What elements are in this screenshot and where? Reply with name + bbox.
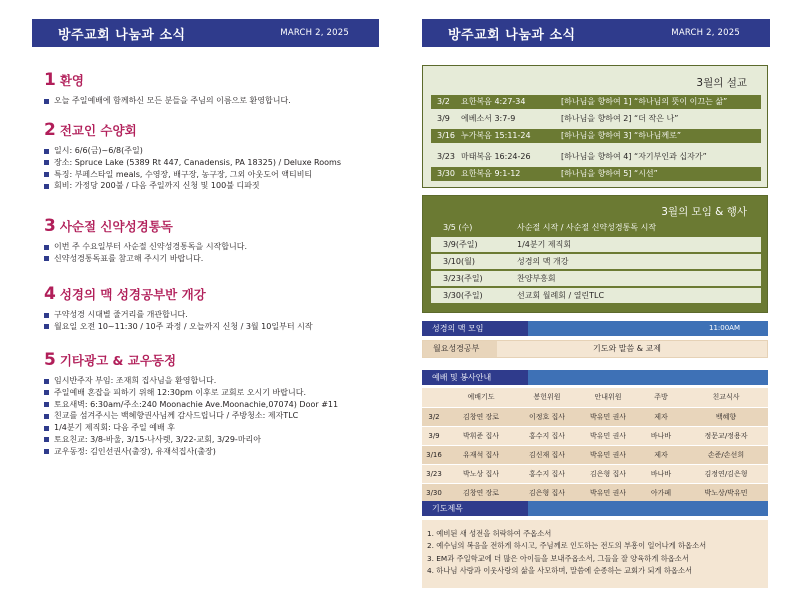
- list-item: 오늘 주일예배에 함께하신 모든 분들을 주님의 이름으로 환영합니다.: [44, 95, 384, 107]
- event-row: 3/10(월) 성경의 맥 개강: [431, 254, 761, 269]
- list-item: 1/4분기 제직회: 다음 주일 예배 후: [44, 422, 384, 434]
- bible-study-time: 11:00AM: [528, 321, 768, 336]
- list-item: 일시: 6/6(금)~6/8(주일): [44, 145, 384, 157]
- bible-study-header: [422, 321, 768, 336]
- section-retreat: [44, 120, 384, 192]
- bible-study-row: [422, 340, 768, 358]
- section-welcome: [44, 70, 384, 107]
- column-header: 주방: [638, 388, 684, 407]
- prayer-heading: 기도제목: [422, 501, 528, 516]
- list-item: 회비: 가정당 200불 / 다음 주일까지 신청 및 100불 디파짓: [44, 180, 384, 192]
- list-item: 주일예배 혼잡을 피하기 위해 12:30pm 이후로 교회로 오시기 바랍니다.: [44, 387, 384, 399]
- section-lent-reading: [44, 216, 384, 265]
- column-header: 봉헌위원: [516, 388, 578, 407]
- list-item: 친교를 섬겨주시는 백혜향권사님께 감사드립니다 / 주방청소: 제자TLC: [44, 410, 384, 422]
- event-row: 3/30(주일) 선교회 월례회 / 열린TLC: [431, 288, 761, 303]
- list-item: 토요새벽: 6:30am/주소:240 Moonachie Ave.Moonachie,07074) Door #11: [44, 399, 384, 411]
- table-header-row: [422, 388, 768, 407]
- bible-study-heading: 성경의 맥 모임: [422, 321, 528, 336]
- section-heading: 4 성경의 맥 성경공부반 개강: [44, 284, 206, 304]
- prayer-item: 4. 하나님 사랑과 이웃사랑의 삶을 사모하며, 말씀에 순종하는 교회가 되게 하옵소서: [427, 565, 693, 575]
- section-heading: 2 전교인 수양회: [44, 120, 137, 140]
- table-row: 3/2 김창연 장로 이정호 집사 박유민 권사 제자 백혜향: [422, 407, 768, 426]
- page-title: 방주교회 나눔과 소식: [58, 27, 186, 43]
- column-header: 친교식사: [684, 388, 768, 407]
- event-row: 3/9(주일) 1/4분기 제직회: [431, 237, 761, 252]
- bible-study-label: 월요성경공부: [423, 341, 497, 357]
- bible-study-desc: 기도와 말씀 & 교제: [593, 344, 661, 353]
- worship-table: [422, 388, 768, 503]
- worship-heading: 예배 및 봉사안내: [422, 370, 528, 385]
- list-item: 특징: 부페스타일 meals, 수영장, 배구장, 농구장, 그외 아웃도어 액티비티: [44, 169, 384, 181]
- list-item: 이번 주 수요일부터 사순절 신약성경통독을 시작합니다.: [44, 241, 384, 253]
- list-item: 장소: Spruce Lake (5389 Rt 447, Canadensis, PA 18325) / Deluxe Rooms: [44, 157, 384, 169]
- section-heading: 5 기타광고 & 교우동정: [44, 350, 177, 370]
- sermon-row: 3/30 요한복음 9:1-12 [하나님을 향하여 5] “시선”: [431, 167, 761, 181]
- section-announcements: [44, 350, 384, 458]
- right-header-banner: [422, 19, 770, 47]
- sermon-row: 3/16 누가복음 15:11-24 [하나님을 향하여 3] “하나님께로”: [431, 129, 761, 143]
- list-item: 월요일 오전 10~11:30 / 10주 과정 / 오늘까지 신청 / 3월 10일부터 시작: [44, 321, 384, 333]
- table-row: 3/9 박휘준 집사 홍수지 집사 박유민 권사 바나바 정문교/정용자: [422, 426, 768, 445]
- section-heading: 1 환영: [44, 70, 84, 90]
- list-item: 구약성경 시대별 줄거리를 개관합니다.: [44, 309, 384, 321]
- events-box: [422, 195, 768, 313]
- prayer-item: 3. EM과 주일학교에 더 많은 아이들을 보내주옵소서, 그들을 잘 양육하게 하옵소서: [427, 553, 689, 563]
- event-row: 3/5 (수) 사순절 시작 / 사순절 신약성경통독 시작: [443, 223, 657, 232]
- list-item: 임시반주자 부임: 조재희 집사님을 환영합니다.: [44, 375, 384, 387]
- list-item: 신약성경통독표를 참고해 주시기 바랍니다.: [44, 253, 384, 265]
- prayer-header: [422, 501, 768, 516]
- prayer-item: 1. 예비된 새 성전을 허락하여 주옵소서: [427, 529, 552, 538]
- table-row: 3/16 유재석 집사 김신재 집사 박유민 권사 제자 손준/손선희: [422, 445, 768, 464]
- sermon-row: 3/23 마태복음 16:24-26 [하나님을 향하여 4] “자기부인과 십자가”: [437, 152, 707, 161]
- table-row: 3/23 박노상 집사 홍수지 집사 김은형 집사 바나바 김정연/김은형: [422, 464, 768, 483]
- column-header: 안내위원: [578, 388, 638, 407]
- table-row: 3/30 김창연 장로 김은형 집사 박유민 권사 아가페 박노상/박유민: [422, 483, 768, 502]
- sermon-schedule-box: [422, 65, 768, 188]
- page-title: 방주교회 나눔과 소식: [448, 27, 576, 43]
- events-box-title: 3월의 모임 & 행사: [661, 206, 747, 218]
- prayer-list: [422, 520, 768, 588]
- sermon-row: 3/9 에베소서 3:7-9 [하나님을 향하여 2] “더 작은 나”: [437, 114, 679, 123]
- list-item: 토요친교: 3/8-바울, 3/15-나사렛, 3/22-교회, 3/29-마리아: [44, 434, 384, 446]
- section-heading: 3 사순절 신약성경통독: [44, 216, 173, 236]
- prayer-item: 2. 예수님의 복음을 전하게 하시고, 주님께로 인도하는 전도의 부흥이 일어나게 하옵소서: [427, 541, 707, 551]
- sermon-row: 3/2 요한복음 4:27-34 [하나님을 향하여 1] “하나님의 뜻이 이끄는 삶”: [431, 95, 761, 109]
- page-date: MARCH 2, 2025: [280, 28, 349, 38]
- worship-header: [422, 370, 768, 385]
- section-bible-study: [44, 284, 384, 333]
- page-date: MARCH 2, 2025: [671, 28, 740, 38]
- sermon-box-title: 3월의 설교: [696, 77, 747, 89]
- event-row: 3/23(주일) 찬양부흥회: [431, 271, 761, 286]
- left-header-banner: [32, 19, 379, 47]
- column-header: 예배기도: [446, 388, 516, 407]
- list-item: 교우동정: 김인선권사(출장), 유재석집사(출장): [44, 446, 384, 458]
